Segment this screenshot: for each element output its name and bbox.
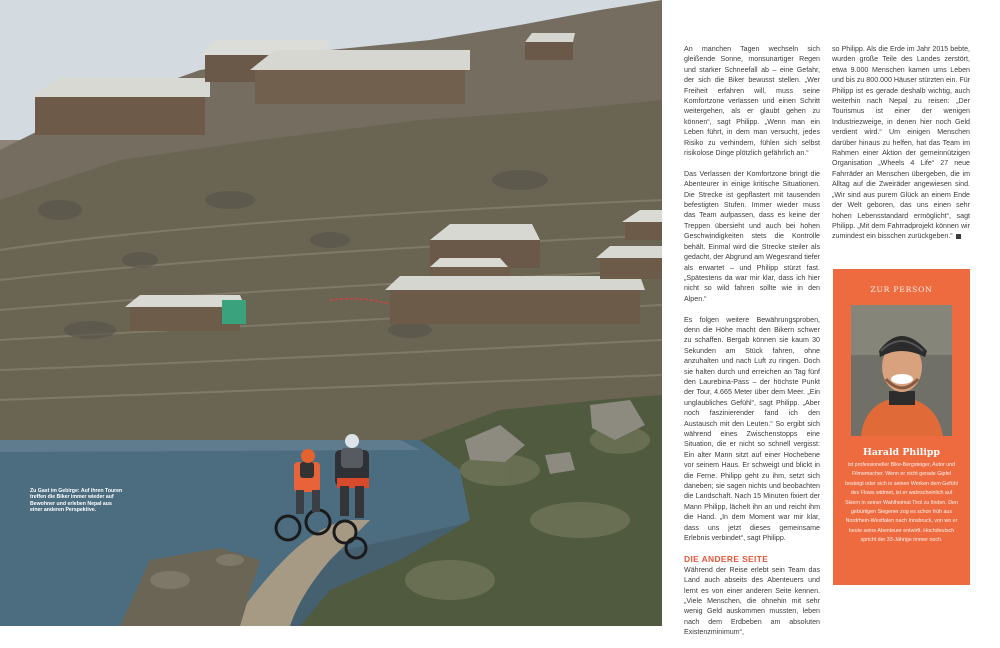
paragraph: An manchen Tagen wechseln sich gleißende Sonne, monsunartiger Regen und starker Schneefall ab – eine Gefahr, der sich die Biker bewusst stellen. „Wer Freiheit erfahren will, muss seine Komfortzone verlassen und einen Schritt weitergehen, als er glaubt gehen zu können“, sagt Philipp. „Wenn man ein Leben führt, in dem man versucht, jedes Risiko zu verhindern, fühlen sich selbst risikolose Dinge plötzlich gefährlich an.“ — [684, 45, 820, 158]
author-profile-box — [833, 269, 970, 585]
article-column-2 — [832, 44, 970, 252]
paragraph: Es folgen weitere Bewährungsproben, denn die Höhe macht den Bikern schwer zu schaffen. Bergab können sie kaum 30 Sekunden am Stück fahren, ohne anzuhalten und nach Luft zu ringen. Doch sie halten durch und erreichen an Tag fünf den Laurebina-Pass – der höchste Punkt der Tour, 4.665 Meter über dem Meer. „Ein unglaubliches Gefühl“, sagt Philipp. „Aber noch faszinierender fand ich den Austausch mit den Leuten.“ So ergibt sich während eines Zwischenstopps eine Situation, die er nicht so schnell vergisst: Ein alter Mann sitzt auf einer Hochebene vor seinem Haus. Er schweigt und blickt in die Ferne. Philipp geht zu ihm, setzt sich daneben; sie sagen nichts und beobachten die Landschaft. Nach 15 Minuten fixiert der Mann Philipp, lächelt ihn an und reicht ihm die Hand. „In dem Moment war mir klar, dass uns jetzt dieses gemeinsame Erlebnis verbindet“, sagt Philipp. — [684, 315, 820, 543]
end-of-article-icon — [956, 234, 961, 239]
photo-caption: Zu Gast im Gebirge: Auf ihren Touren treffen die Biker immer wieder auf Bewohner und erleben Nepal aus einer anderen Perspektive. — [30, 488, 123, 514]
profile-bio: ist professioneller Bike-Bergsteiger, Autor und Filmemacher. Wenn er nicht gerade Gipfel besteigt oder sich in seinen Werken dem Gefühl des Flows widmet, ist er wahrscheinlich auf Skiern in seiner Wahlheimat Tirol zu finden. Den gebürtigen Siegener zog es schon früh aus Nordrhein-Westfalen nach Innsbruck, von wo er heute seine Abenteuer entwirft. Hochdeutsch spricht der 33-Jährige immer noch. — [845, 462, 958, 544]
section-heading: DIE ANDERE SEITE — [684, 553, 769, 564]
profile-name: Harald Philipp — [863, 447, 940, 458]
paragraph: Während der Reise erlebt sein Team das Land auch abseits des Abenteuers und lernt es von einer anderen Seite kennen. „Viele Menschen, die ohnehin mit sehr wenig Geld auskommen mussten, leben nach dem Erdbeben am absoluten Existenzminimum“, — [684, 565, 820, 637]
portrait-illustration — [851, 305, 952, 436]
paragraph — [832, 44, 970, 242]
paragraph: Das Verlassen der Komfortzone bringt die Abenteurer in einige kritische Situationen. Die Strecke ist gepflastert mit tausenden befestigten Stufen. Immer wieder muss das Team aufpassen, dass es keine der Treppen übersieht und auch bei hohen Geschwindigkeiten stets die Kontrolle behält. Einmal wird die Strecke steiler als gedacht, der Abgrund am Wegesrand tiefer als erwartet – und Philipp stürzt fast. „Spätestens da war mir klar, dass ich hier nicht so wild fahren sollte wie in den Alpen.“ — [684, 169, 820, 303]
portrait-photo — [851, 305, 952, 436]
profile-label: ZUR PERSON — [870, 285, 933, 294]
paragraph-text: so Philipp. Als die Erde im Jahr 2015 bebte, wurden große Teile des Landes zerstört, etwa 9.000 Menschen kamen ums Leben und bis zu 800.000 Häuser stürzten ein. Für Philipp ist es gerade deshalb wichtig, auch weiterhin nach Nepal zu reisen: „Der Tourismus ist einer der wenigen Industriezweige, in denen hier noch Geld verdient wird.“ Um einigen Menschen darüber hinaus zu helfen, hat das Team im Rahmen einer Aktion der gemeinnützigen Organisation „Wheels 4 Life“ 27 neue Fahrräder an Menschen übergeben, die im Alltag auf die Zweiräder angewiesen sind. „Wir sind aus purem Glück an einem Ende der Welt geboren, das uns einen sehr hohen Lebensstandard ermöglicht“, sagt Philipp. „Mit dem Fahrradprojekt können wir zumindest ein bisschen zurückgeben.“ — [832, 45, 971, 241]
article-column-1 — [684, 44, 820, 648]
